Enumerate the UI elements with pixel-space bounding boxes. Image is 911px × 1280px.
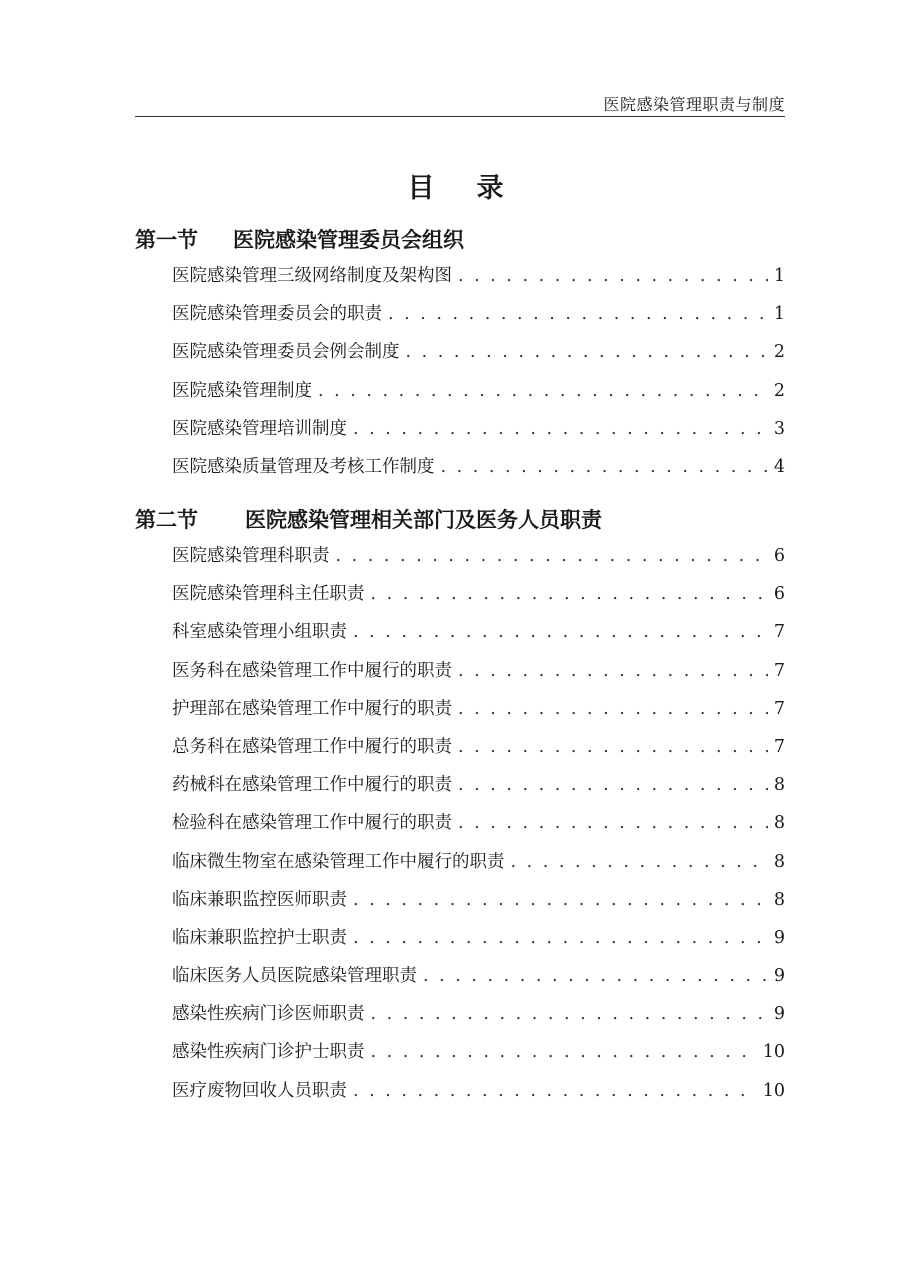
toc-entry[interactable] bbox=[172, 809, 785, 847]
dot-leader bbox=[458, 661, 768, 681]
dot-leader bbox=[388, 304, 768, 324]
toc-entry[interactable] bbox=[172, 924, 785, 962]
toc-entry-page: 6 bbox=[773, 546, 785, 566]
toc-entry-page: 7 bbox=[773, 698, 785, 719]
toc-entry-page: 10 bbox=[762, 1042, 785, 1063]
toc-entry[interactable] bbox=[172, 262, 785, 300]
toc-entry[interactable] bbox=[172, 695, 785, 733]
dot-leader bbox=[458, 737, 768, 757]
toc-section-2 bbox=[135, 502, 785, 1115]
running-header bbox=[135, 88, 785, 117]
toc-entry-label: 医院感染质量管理及考核工作制度 bbox=[172, 456, 435, 477]
toc-entry-page: 9 bbox=[773, 1004, 785, 1025]
dot-leader bbox=[406, 342, 768, 362]
toc-entry-label: 临床兼职监控医师职责 bbox=[172, 889, 347, 910]
toc-entry-label: 医院感染管理科职责 bbox=[172, 546, 330, 566]
toc-entry-label: 医院感染管理三级网络制度及架构图 bbox=[172, 266, 452, 286]
dot-leader bbox=[441, 457, 768, 477]
toc-entry[interactable] bbox=[172, 618, 785, 656]
page-title-part-1: 目 bbox=[407, 173, 435, 204]
dot-leader bbox=[353, 419, 768, 439]
toc-entry-page: 2 bbox=[773, 342, 785, 363]
dot-leader bbox=[371, 584, 768, 604]
toc-entry-label: 科室感染管理小组职责 bbox=[172, 622, 347, 643]
dot-leader bbox=[353, 890, 768, 910]
dot-leader bbox=[458, 813, 768, 833]
toc-entry-label: 护理部在感染管理工作中履行的职责 bbox=[172, 698, 452, 719]
toc-entry-label: 医院感染管理制度 bbox=[172, 380, 312, 401]
toc-entry[interactable] bbox=[172, 657, 785, 695]
toc-entry-label: 医疗废物回收人员职责 bbox=[172, 1080, 347, 1101]
toc-entry[interactable] bbox=[172, 377, 785, 415]
dot-leader bbox=[353, 928, 768, 948]
dot-leader bbox=[458, 699, 768, 719]
toc-entry-label: 医院感染管理培训制度 bbox=[172, 418, 347, 439]
toc-entry-page: 10 bbox=[762, 1080, 785, 1101]
toc-entry-page: 6 bbox=[773, 584, 785, 605]
toc-entry[interactable] bbox=[172, 962, 785, 1000]
dot-leader bbox=[353, 1081, 757, 1101]
page-title-part-2: 录 bbox=[476, 173, 504, 204]
toc-entry-page: 9 bbox=[773, 927, 785, 948]
section-number: 第一节 bbox=[135, 228, 198, 252]
toc-entry-page: 8 bbox=[773, 775, 785, 796]
toc-entry[interactable] bbox=[172, 542, 785, 580]
section-heading bbox=[135, 502, 785, 538]
dot-leader bbox=[371, 1004, 768, 1024]
section-title: 医院感染管理相关部门及医务人员职责 bbox=[245, 508, 602, 532]
toc-entry[interactable] bbox=[172, 300, 785, 338]
section-number: 第二节 bbox=[135, 508, 198, 532]
toc-section-1 bbox=[135, 222, 785, 491]
toc-entry[interactable] bbox=[172, 453, 785, 491]
toc-entry[interactable] bbox=[172, 733, 785, 771]
toc-entry-page: 1 bbox=[773, 304, 785, 325]
toc-entry-page: 8 bbox=[773, 813, 785, 834]
dot-leader bbox=[511, 852, 768, 872]
toc-entry-label: 临床兼职监控护士职责 bbox=[172, 927, 347, 948]
header-title: 医院感染管理职责与制度 bbox=[603, 95, 785, 114]
toc-entry-label: 药械科在感染管理工作中履行的职责 bbox=[172, 775, 452, 796]
dot-leader bbox=[458, 266, 768, 286]
toc-entry-label: 医院感染管理委员会的职责 bbox=[172, 304, 382, 325]
toc-entry[interactable] bbox=[172, 580, 785, 618]
toc-entry-label: 总务科在感染管理工作中履行的职责 bbox=[172, 736, 452, 757]
toc-entry[interactable] bbox=[172, 886, 785, 924]
toc-entry-label: 医院感染管理科主任职责 bbox=[172, 584, 365, 605]
toc-entry-page: 8 bbox=[773, 851, 785, 872]
toc-entry[interactable] bbox=[172, 1038, 785, 1076]
page-title bbox=[0, 166, 911, 205]
toc-entry[interactable] bbox=[172, 771, 785, 809]
dot-leader bbox=[458, 775, 768, 795]
toc-entry-label: 医务科在感染管理工作中履行的职责 bbox=[172, 660, 452, 681]
toc-entry-page: 2 bbox=[773, 380, 785, 401]
toc-entry[interactable] bbox=[172, 848, 785, 886]
toc-entry-label: 感染性疾病门诊护士职责 bbox=[172, 1042, 365, 1063]
toc-entry-page: 7 bbox=[773, 736, 785, 757]
toc-entry-page: 4 bbox=[773, 456, 785, 477]
dot-leader bbox=[353, 622, 768, 642]
section-heading bbox=[135, 222, 785, 258]
toc-entry-page: 7 bbox=[773, 622, 785, 643]
toc-entry[interactable] bbox=[172, 338, 785, 376]
section-title: 医院感染管理委员会组织 bbox=[233, 228, 464, 252]
toc-entry-label: 临床医务人员医院感染管理职责 bbox=[172, 966, 417, 987]
toc-entry-page: 8 bbox=[773, 889, 785, 910]
dot-leader bbox=[336, 546, 768, 566]
toc-entry-label: 检验科在感染管理工作中履行的职责 bbox=[172, 813, 452, 834]
toc-entry[interactable] bbox=[172, 1000, 785, 1038]
toc-entry[interactable] bbox=[172, 415, 785, 453]
toc-entry-label: 临床微生物室在感染管理工作中履行的职责 bbox=[172, 851, 505, 872]
toc-entry-label: 医院感染管理委员会例会制度 bbox=[172, 342, 400, 363]
toc-entry[interactable] bbox=[172, 1077, 785, 1115]
toc-entry-page: 7 bbox=[773, 660, 785, 681]
toc-entry-page: 3 bbox=[773, 418, 785, 439]
toc-entry-page: 1 bbox=[773, 266, 785, 286]
toc-entry-label: 感染性疾病门诊医师职责 bbox=[172, 1004, 365, 1025]
dot-leader bbox=[423, 966, 768, 986]
toc-entry-page: 9 bbox=[773, 966, 785, 987]
dot-leader bbox=[371, 1042, 757, 1062]
dot-leader bbox=[318, 381, 768, 401]
